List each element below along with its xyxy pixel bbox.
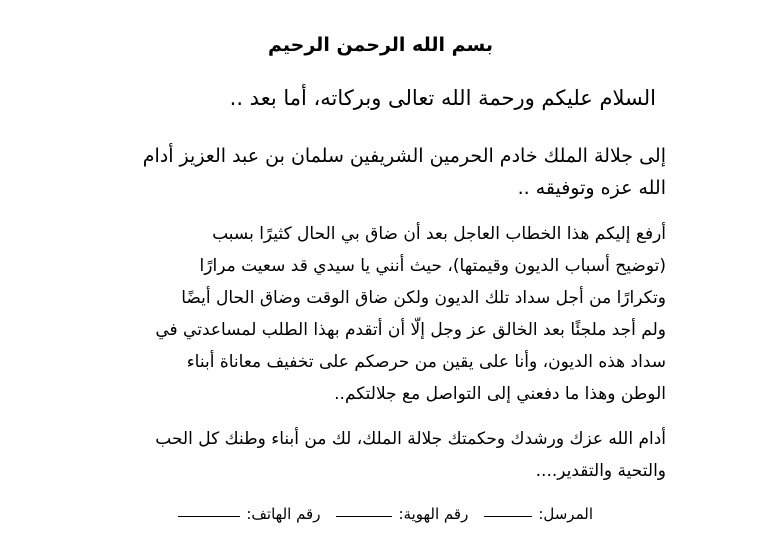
greeting-line: السلام عليكم ورحمة الله تعالى وبركاته، أما بعد .. (229, 86, 656, 110)
body-line: أرفع إليكم هذا الخطاب العاجل بعد أن ضاق بي الحال كثيرًا بسبب (212, 224, 666, 244)
addressee-line: إلى جلالة الملك خادم الحرمين الشريفين سلمان بن عبد العزيز أدام (142, 145, 666, 167)
addressee-line: الله عزه وتوفيقه .. (517, 177, 666, 199)
body-line: وتكرارًا من أجل سداد تلك الديون ولكن ضاق الوقت وضاق الحال أيضًا (181, 288, 666, 308)
body-line: (توضيح أسباب الديون وقيمتها)، حيث أنني يا سيدي قد سعيت مرارًا (199, 256, 666, 276)
addressee-paragraph (96, 140, 666, 204)
basmala-heading: بسم الله الرحمن الرحيم (268, 34, 493, 56)
phone-blank-line (178, 515, 240, 517)
body-line: سداد هذه الديون، وأنا على يقين من حرصكم على تخفيف معاناة أبناء (186, 352, 666, 372)
sender-field (484, 505, 593, 523)
id-label: رقم الهوية: (398, 505, 469, 523)
closing-paragraph (155, 423, 666, 487)
body-line: ولم أجد ملجئًا بعد الخالق عز وجل إلّا أن أتقدم بهذا الطلب لمساعدتي في (155, 320, 666, 340)
closing-line: أدام الله عزك ورشدك وحكمتك جلالة الملك، لك من أبناء وطنك كل الحب (155, 429, 666, 449)
id-field (336, 505, 468, 523)
closing-line: والتحية والتقدير.... (535, 461, 666, 481)
phone-label: رقم الهاتف: (246, 505, 321, 523)
body-paragraph (155, 218, 666, 410)
sender-label: المرسل: (538, 505, 593, 523)
sender-blank-line (484, 515, 532, 517)
phone-field (178, 505, 320, 523)
signature-footer (162, 505, 593, 523)
body-line: الوطن وهذا ما دفعني إلى التواصل مع جلالتكم.. (334, 384, 666, 404)
id-blank-line (336, 515, 392, 517)
